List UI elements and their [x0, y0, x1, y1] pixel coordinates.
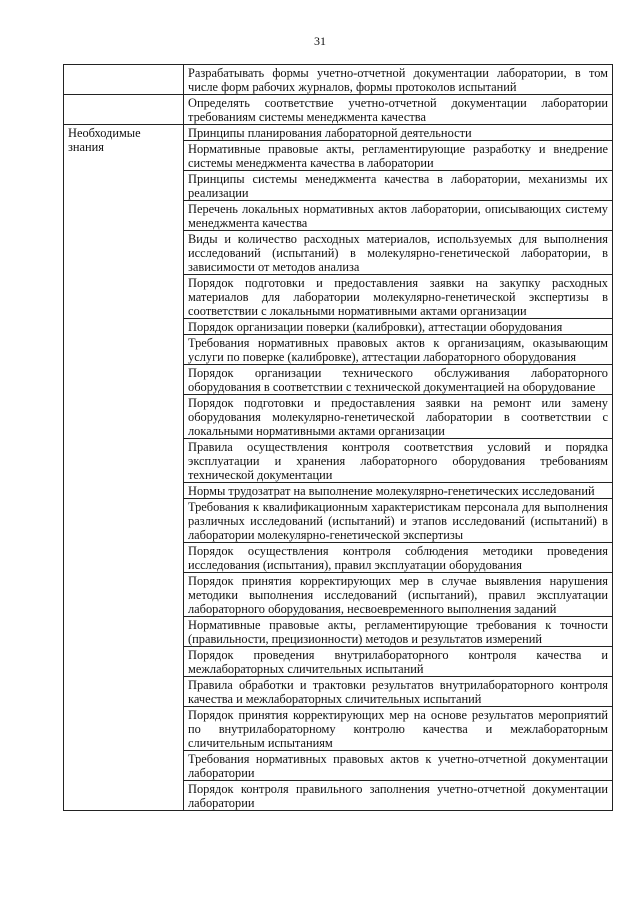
knowledge-item: Виды и количество расходных материалов, используемых для выполнения исследований (испытаний) в молекулярно-генетической лаборатории, в зависимости от методов анализа: [184, 231, 613, 275]
table-row: [64, 95, 613, 125]
table-row: [64, 125, 613, 141]
knowledge-item: Порядок подготовки и предоставления заявки на ремонт или замену оборудования молекулярно-генетической лаборатории в соответствии с локальными нормативными актами организации: [184, 395, 613, 439]
page-number: 31: [314, 34, 326, 48]
knowledge-item: Порядок принятия корректирующих мер на основе результатов мероприятий по внутрилабораторному контролю качества и межлабораторным сличительным испытаниям: [184, 707, 613, 751]
knowledge-item: Правила обработки и трактовки результатов внутрилабораторного контроля качества и межлабораторных сличительных испытаний: [184, 677, 613, 707]
knowledge-item: Порядок контроля правильного заполнения учетно-отчетной документации лаборатории: [184, 781, 613, 811]
table-cell: Определять соответствие учетно-отчетной документации лаборатории требованиям системы менеджмента качества: [184, 95, 613, 125]
knowledge-item: Порядок организации поверки (калибровки), аттестации оборудования: [184, 319, 613, 335]
knowledge-item: Правила осуществления контроля соответствия условий и порядка эксплуатации и хранения лабораторного оборудования требованиям технической документации: [184, 439, 613, 483]
knowledge-item: Принципы планирования лабораторной деятельности: [184, 125, 613, 141]
knowledge-item: Порядок осуществления контроля соблюдения методики проведения исследования (испытания), правил эксплуатации оборудования: [184, 543, 613, 573]
table-row: [64, 65, 613, 95]
knowledge-item: Требования нормативных правовых актов к учетно-отчетной документации лаборатории: [184, 751, 613, 781]
table-cell: Разрабатывать формы учетно-отчетной документации лаборатории, в том числе форм рабочих журналов, формы протоколов испытаний: [184, 65, 613, 95]
knowledge-item: Нормы трудозатрат на выполнение молекулярно-генетических исследований: [184, 483, 613, 499]
empty-label-cell: [64, 95, 184, 125]
knowledge-item: Принципы системы менеджмента качества в лаборатории, механизмы их реализации: [184, 171, 613, 201]
table-body: [64, 65, 613, 811]
knowledge-item: Порядок подготовки и предоставления заявки на закупку расходных материалов для лаборатории молекулярно-генетической экспертизы в соответствии с локальными нормативными актами организации: [184, 275, 613, 319]
knowledge-item: Порядок принятия корректирующих мер в случае выявления нарушения методики выполнения исследований (испытаний), правил эксплуатации лабораторного оборудования, несвоевременного выполнения заданий: [184, 573, 613, 617]
empty-label-cell: [64, 65, 184, 95]
knowledge-item: Нормативные правовые акты, регламентирующие требования к точности (правильности, прецизионности) методов и результатов измерений: [184, 617, 613, 647]
knowledge-item: Нормативные правовые акты, регламентирующие разработку и внедрение системы менеджмента качества в лаборатории: [184, 141, 613, 171]
knowledge-item: Порядок организации технического обслуживания лабораторного оборудования в соответствии с технической документацией на оборудование: [184, 365, 613, 395]
competency-table: [63, 64, 613, 811]
knowledge-item: Требования к квалификационным характеристикам персонала для выполнения различных исследований (испытаний) и этапов исследований (испытаний) в лаборатории молекулярно-генетической экспертизы: [184, 499, 613, 543]
knowledge-item: Порядок проведения внутрилабораторного контроля качества и межлабораторных сличительных испытаний: [184, 647, 613, 677]
knowledge-item: Перечень локальных нормативных актов лаборатории, описывающих систему менеджмента качества: [184, 201, 613, 231]
knowledge-item: Требования нормативных правовых актов к организациям, оказывающим услуги по поверке (калибровке), аттестации лабораторного оборудования: [184, 335, 613, 365]
section-label: Необходимые знания: [64, 125, 184, 811]
